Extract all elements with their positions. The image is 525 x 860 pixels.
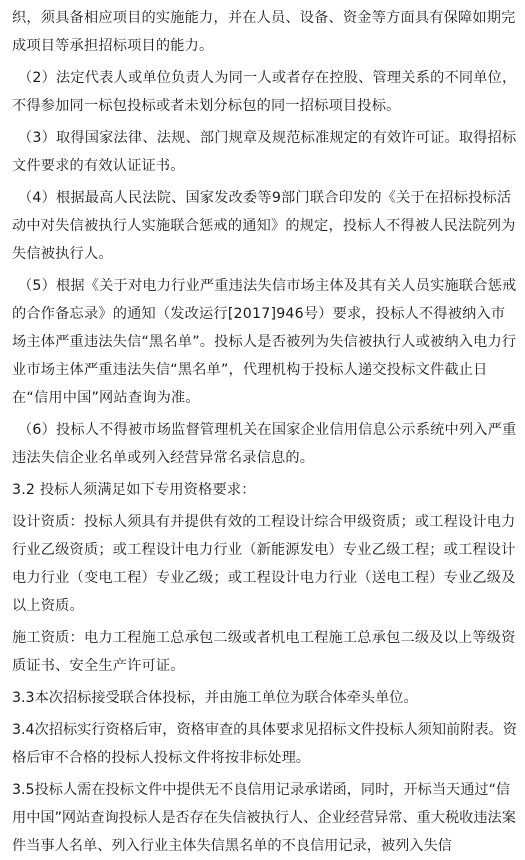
paragraph-design-qualification: 设计资质：投标人须具有并提供有效的工程设计综合甲级资质；或工程设计电力行业乙级资质；或工程设计电力行业（新能源发电）专业乙级工程；或工程设计电力行业（变电工程）专业乙级；或工程设计电力行业（送电工程）专业乙级及以上资质。 (12, 514, 516, 614)
paragraph-item-4: （4）根据最高人民法院、国家发改委等9部门联合印发的《关于在招标投标活动中对失信被执行人实施联合惩戒的通知》的规定，投标人不得被人民法院列为失信被执行人。 (12, 190, 516, 262)
paragraph-item-2: （2）法定代表人或单位负责人为同一人或者存在控股、管理关系的不同单位，不得参加同一标包投标或者未划分标包的同一招标项目投标。 (12, 70, 517, 114)
paragraph-construction-qualification: 施工资质：电力工程施工总承包二级或者机电工程施工总承包二级及以上等级资质证书、安全生产许可证。 (12, 630, 516, 674)
paragraph-item-5: （5）根据《关于对电力行业严重违法失信市场主体及其有关人员实施联合惩戒的合作备忘录》的通知（发改运行[2017]946号）要求，投标人不得被纳入市场主体严重违法失信“黑名单”。投标人是否被列为失信被执行人或被纳入电力行业市场主体严重违法失信“黑名单”，代理机构于投标人递交投标文件截止日在“信用中国”网站查询为准。 (12, 278, 517, 406)
paragraph-item-6: （6）投标人不得被市场监督管理机关在国家企业信用信息公示系统中列入严重违法失信企业名单或列入经营异常名录信息的。 (12, 422, 517, 466)
paragraph-item-3: （3）取得国家法律、法规、部门规章及规范标准规定的有效许可证。取得招标文件要求的有效认证证书。 (12, 130, 517, 174)
section-3-4: 3.4次招标实行资格后审，资格审查的具体要求见招标文件投标人须知前附表。资格后审不合格的投标人投标文件将按非标处理。 (12, 722, 517, 766)
section-3-2-heading: 3.2 投标人须满足如下专用资格要求： (12, 482, 256, 498)
paragraph-capability: 织，须具备相应项目的实施能力，并在人员、设备、资金等方面具有保障如期完成项目等承担招标项目的能力。 (12, 10, 516, 54)
section-3-5: 3.5投标人需在投标文件中提供无不良信用记录承诺函，同时，开标当天通过“信用中国”网站查询投标人是否存在失信被执行人、企业经营异常、重大税收违法案件当事人名单、列入行业主体失信黑名单的不良信用记录，被列入失信 (12, 782, 516, 854)
section-3-3: 3.3本次招标接受联合体投标，并由施工单位为联合体牵头单位。 (12, 690, 418, 706)
